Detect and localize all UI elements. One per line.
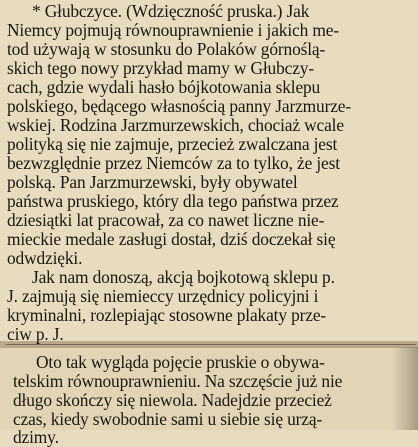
article-line: polską. Pan Jarzmurzewski, były obywatel [7, 172, 298, 192]
paper-shadow [392, 347, 418, 430]
article-line: dziesiątki lat pracował, za co nawet liczne nie- [7, 210, 325, 230]
article-line: polskiego, będącego własnością panny Jarzmurze- [7, 96, 352, 116]
article-line: skich tego nowy przykład mamy w Głubczy- [7, 58, 314, 78]
divider-rule [6, 344, 416, 345]
article-line: odwdzięki. [7, 248, 83, 268]
article-line: wskiej. Rodzina Jarzmurzewskich, chociaż wcale [7, 115, 344, 135]
article-line: bezwzględnie przez Niemców za to tylko, że jest [7, 153, 340, 173]
article-line: Niemcy pojmują równouprawnienie i jakich me- [7, 20, 339, 40]
article-line: tod używają w stosunku do Polaków górnoślą- [7, 39, 326, 59]
continuation-line: telskim równouprawnieniu. Na szczęście już nie [13, 371, 343, 391]
continuation-line: długo skończy się niewola. Nadejdzie przecież [13, 390, 332, 410]
continuation-line: dzimy. [13, 427, 59, 447]
article-line: Jak nam donoszą, akcją bojkotową sklepu p. [32, 267, 335, 287]
article-line: cach, gdzie wydali hasło bójkotowania sklepu [7, 77, 321, 97]
article-line: mieckie medale zasługi dostał, dziś doczekał się [7, 229, 336, 249]
article-line: państwa pruskiego, który dla tego państwa przez [7, 191, 339, 211]
article-line: ciw p. J. [7, 324, 64, 344]
continuation-line: czas, kiedy swobodnie sami u siebie się urzą- [13, 409, 323, 429]
article-line: * Głubczyce. (Wdzięczność pruska.) Jak [32, 1, 310, 21]
article-line: polityką się nie zajmuje, przecież zwalczana jest [7, 134, 338, 154]
article-line: kryminalni, rozlepiając stosowne plakaty prze- [7, 305, 327, 325]
continuation-line: Oto tak wygląda pojęcie pruskie o obywa- [36, 352, 325, 372]
article-line: J. zajmują się niemieccy urzędnicy policyjni i [7, 286, 319, 306]
